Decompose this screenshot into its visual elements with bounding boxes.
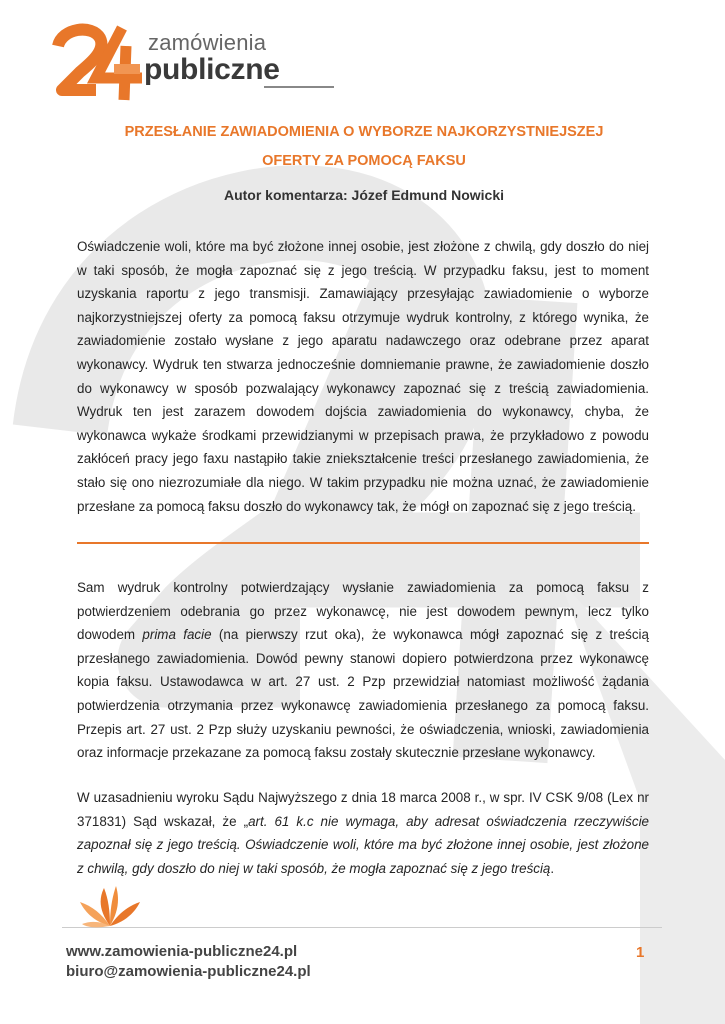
orange-flower-icon [78,882,142,930]
section-divider [77,542,649,544]
title-line-2: OFERTY ZA POMOCĄ FAKSU [262,153,466,169]
paragraph-3 [77,786,649,880]
footer-divider [62,927,662,928]
document-title [80,118,648,176]
paragraph-1: Oświadczenie woli, które ma być złożone innej osobie, jest złożone z chwilą, gdy doszło do niej w taki sposób, że mogła zapoznać się z jego treścią. W przypadku faksu, jest to moment uzyskania raportu z jego transmisji. Zamawiający przesyłając zawiadomienie o wyborze najkorzystniejszej oferty za pomocą faksu otrzymuje wydruk kontrolny, z którego wynika, że zawiadomienie zostało wysłane z jego aparatu nadawczego oraz odebrane przez aparat wykonawcy. Wydruk ten stwarza jednocześnie domniemanie prawne, że zawiadomienie doszło do wykonawcy w sposób pozwalający wykonawcy zapoznać się z treścią zawiadomienia. Wydruk ten jest zarazem dowodem dojścia zawiadomienia do wykonawcy, chyba, że wykonawca wykaże środkami przewidzianymi w przepisach prawa, że przykładowo z powodu zakłóceń pracy jego faxu nastąpiło takie zniekształcenie treści przesłanego zawiadomienia, że stało się ono niezrozumiałe dla niego. W takim przypadku nie można uznać, że zawiadomienie przesłane za pomocą faksu doszło do wykonawcy tak, że mógł on zapoznać się z jego treścią. [77,239,649,514]
paragraph-2-text-b: (na pierwszy rzut oka), że wykonawca mógł zapoznać się z treścią przesłanego zawiadomienia. Dowód pewny stanowi dopiero potwierdzona przez wykonawcę kopia faksu. Ustawodawca w art. 27 ust. 2 Pzp przewidział natomiast możliwość żądania potwierdzenia otrzymania przez wykonawcę zawiadomienia przesłanego za pomocą faksu. Przepis art. 27 ust. 2 Pzp służy uzyskaniu pewności, że oświadczenia, wnioski, zawiadomienia oraz informacje przekazane za pomocą faksu zostały skutecznie przesłane wykonawcy. [77,627,649,761]
logo-text-publiczne: publiczne [144,53,280,86]
footer-website-link[interactable]: www.zamowienia-publiczne24.pl [66,943,298,960]
title-line-1: PRZESŁANIE ZAWIADOMIENIA O WYBORZE NAJKORZYSTNIEJSZEJ [124,124,604,140]
paragraph-3-quote: art. 61 k.c nie wymaga, aby adresat oświadczenia rzeczywiście zapoznał się z jego treścią. Oświadczenie woli, które ma być złożone innej osobie, jest złożone z chwilą, gdy doszło do niej w taki sposób, że mogła zapoznać się z jego treścią [77,813,649,876]
logo-underline [264,86,334,88]
paragraph-3-text-a: W uzasadnieniu wyroku Sądu Najwyższego z dnia 18 marca 2008 r., w spr. IV CSK 9/08 (Lex nr 371831) Sąd wskazał, że „ [77,790,649,829]
paragraph-2-italic: prima facie [142,627,212,643]
logo-text-zamowienia: zamówienia [148,30,267,55]
brand-24-logo-icon [52,20,152,105]
brand-logo[interactable] [52,20,292,105]
paragraph-2-text-a: Sam wydruk kontrolny potwierdzający wysłanie zawiadomienia za pomocą faksu z potwierdzeniem odebrania go przez wykonawcę, nie jest dowodem pewnym, lecz tylko dowodem [77,580,649,643]
paragraph-2 [77,576,649,765]
paragraph-3-text-b: . [550,860,555,876]
author-line: Autor komentarza: Józef Edmund Nowicki [223,187,505,203]
page-number: 1 [636,944,645,961]
footer-email-link[interactable]: biuro@zamowienia-publiczne24.pl [66,963,311,980]
